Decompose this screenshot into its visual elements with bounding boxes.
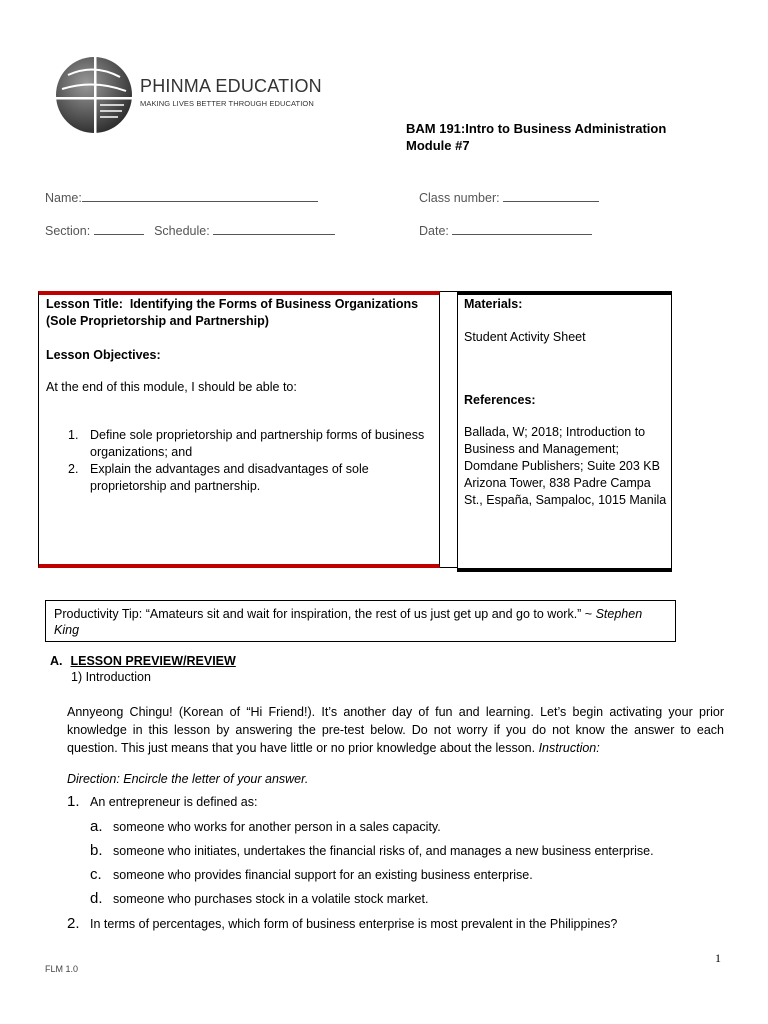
objective-number: 1. — [68, 428, 79, 442]
brand-tagline: MAKING LIVES BETTER THROUGH EDUCATION — [140, 99, 314, 108]
section-a-heading — [50, 654, 236, 668]
date-label: Date: — [419, 224, 449, 238]
objective-number: 2. — [68, 462, 79, 476]
materials-value: Student Activity Sheet — [464, 330, 586, 344]
page-number: 1 — [715, 951, 721, 965]
class-number-label: Class number: — [419, 191, 500, 205]
option-text: someone who initiates, undertakes the financial risks of, and manages a new business enterprise. — [113, 844, 654, 858]
date-field[interactable] — [419, 222, 592, 238]
direction-text: Direction: Encircle the letter of your answer. — [67, 772, 309, 786]
question-number: 2. — [67, 915, 80, 932]
phinma-logo-icon — [54, 55, 134, 135]
objective-item — [46, 427, 436, 461]
module-number: Module #7 — [406, 138, 470, 153]
option-text: someone who works for another person in a sales capacity. — [113, 820, 441, 834]
tip-author: Stephen King — [54, 607, 643, 637]
class-number-field[interactable] — [419, 189, 599, 205]
lesson-title: Lesson Title: Identifying the Forms of Business Organizations (Sole Proprietorship and Partnership) — [46, 297, 419, 328]
lesson-title-value: Identifying the Forms of Business Organizations (Sole Proprietorship and Partnership) — [46, 297, 419, 328]
box-divider — [440, 291, 457, 568]
section-a-title: LESSON PREVIEW/REVIEW — [70, 654, 236, 668]
schedule-blank[interactable] — [213, 222, 335, 235]
intro-text: Annyeong Chingu! (Korean of “Hi Friend!). It’s another day of fun and learning. Let’s begin activating your prior knowledge in this lesson by answering the pre-test below. Do not worry if you do not know the answer to each question. This just means that you have little or no prior knowledge about the lesson. — [67, 705, 724, 755]
option-letter[interactable]: b. — [90, 842, 103, 859]
option-letter[interactable]: a. — [90, 818, 103, 835]
tip-text: Productivity Tip: “Amateurs sit and wait for inspiration, the rest of us just get up and go to work.” ~ — [54, 607, 596, 621]
brand-name: PHINMA EDUCATION — [140, 76, 322, 96]
schedule-label: Schedule: — [154, 224, 210, 238]
option-text: someone who provides financial support for an existing business enterprise. — [113, 868, 533, 882]
objectives-intro: At the end of this module, I should be able to: — [46, 380, 297, 394]
objectives-list — [46, 427, 436, 495]
date-blank[interactable] — [452, 222, 592, 235]
lesson-title-label: Lesson Title — [46, 297, 119, 311]
name-blank[interactable] — [82, 189, 318, 202]
materials-heading: Materials: — [464, 297, 523, 311]
option-letter[interactable]: c. — [90, 866, 102, 883]
objective-item — [46, 461, 436, 495]
objective-text: Define sole proprietorship and partnership forms of business organizations; and — [90, 428, 425, 459]
class-number-blank[interactable] — [503, 189, 599, 202]
intro-instruction: Instruction: — [538, 741, 600, 755]
productivity-tip — [45, 600, 676, 642]
section-field[interactable] — [45, 222, 335, 238]
introduction-heading: 1) Introduction — [71, 670, 151, 684]
section-blank[interactable] — [94, 222, 144, 235]
references-heading: References: — [464, 393, 536, 407]
references-value: Ballada, W; 2018; Introduction to Business and Management; Domdane Publishers; Suite 203 KB Arizona Tower, 838 Padre Campa St., España, Sampaloc, 1015 Manila — [464, 425, 667, 507]
objective-text: Explain the advantages and disadvantages of sole proprietorship and partnership. — [90, 462, 369, 493]
question-number: 1. — [67, 793, 80, 810]
section-a-letter: A. — [50, 654, 63, 668]
section-label: Section: — [45, 224, 91, 238]
question-text: In terms of percentages, which form of business enterprise is most prevalent in the Philippines? — [90, 917, 618, 931]
question-text: An entrepreneur is defined as: — [90, 795, 258, 809]
option-letter[interactable]: d. — [90, 890, 103, 907]
introduction-paragraph — [67, 703, 724, 757]
course-title: BAM 191:Intro to Business Administration — [406, 121, 667, 136]
name-label: Name: — [45, 191, 82, 205]
name-field[interactable] — [45, 189, 318, 205]
footer-version: FLM 1.0 — [45, 964, 79, 974]
objectives-heading: Lesson Objectives: — [46, 348, 161, 362]
option-text: someone who purchases stock in a volatile stock market. — [113, 892, 429, 906]
